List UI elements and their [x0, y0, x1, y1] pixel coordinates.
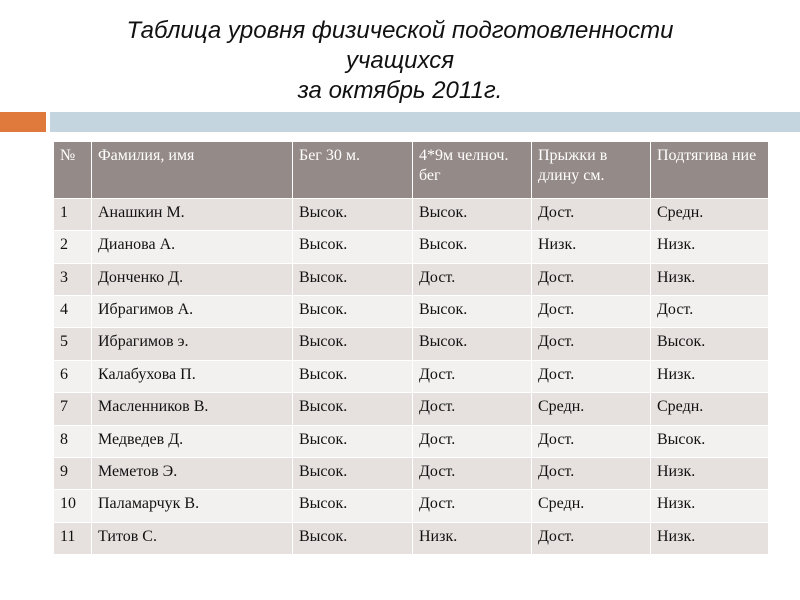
cell-name: Анашкин М.	[92, 199, 293, 231]
header-run-30m: Бег 30 м.	[293, 142, 413, 199]
title-line-1: Таблица уровня физической подготовленности	[126, 17, 674, 44]
accent-bar	[50, 112, 800, 132]
cell-number: 5	[54, 328, 92, 360]
cell-name: Паламарчук В.	[92, 490, 293, 522]
cell-pull-ups: Дост.	[651, 296, 769, 328]
cell-number: 9	[54, 457, 92, 489]
cell-shuttle-run: Высок.	[413, 231, 532, 263]
cell-long-jump: Дост.	[532, 296, 651, 328]
fitness-table-container	[53, 141, 768, 555]
header-number: №	[54, 142, 92, 199]
cell-number: 7	[54, 393, 92, 425]
cell-long-jump: Средн.	[532, 393, 651, 425]
cell-run-30m: Высок.	[293, 263, 413, 295]
cell-name: Масленников В.	[92, 393, 293, 425]
cell-long-jump: Дост.	[532, 263, 651, 295]
cell-shuttle-run: Дост.	[413, 425, 532, 457]
header-name: Фамилия, имя	[92, 142, 293, 199]
cell-name: Ибрагимов э.	[92, 328, 293, 360]
cell-long-jump: Дост.	[532, 360, 651, 392]
cell-number: 6	[54, 360, 92, 392]
cell-number: 11	[54, 522, 92, 554]
cell-long-jump: Дост.	[532, 522, 651, 554]
cell-shuttle-run: Низк.	[413, 522, 532, 554]
table-row	[54, 231, 769, 263]
page-title	[60, 16, 740, 106]
cell-run-30m: Высок.	[293, 360, 413, 392]
cell-number: 8	[54, 425, 92, 457]
cell-shuttle-run: Высок.	[413, 199, 532, 231]
cell-name: Дианова А.	[92, 231, 293, 263]
cell-pull-ups: Высок.	[651, 425, 769, 457]
table-row	[54, 360, 769, 392]
cell-long-jump: Низк.	[532, 231, 651, 263]
cell-shuttle-run: Дост.	[413, 393, 532, 425]
cell-long-jump: Дост.	[532, 425, 651, 457]
accent-square	[0, 112, 46, 132]
table-row	[54, 393, 769, 425]
cell-pull-ups: Средн.	[651, 199, 769, 231]
cell-name: Калабухова П.	[92, 360, 293, 392]
cell-pull-ups: Низк.	[651, 263, 769, 295]
title-line-2: учащихся	[345, 47, 455, 74]
cell-pull-ups: Низк.	[651, 490, 769, 522]
cell-pull-ups: Низк.	[651, 231, 769, 263]
cell-long-jump: Дост.	[532, 457, 651, 489]
cell-number: 4	[54, 296, 92, 328]
cell-number: 10	[54, 490, 92, 522]
table-row	[54, 263, 769, 295]
cell-name: Меметов Э.	[92, 457, 293, 489]
header-pull-ups: Подтягива ние	[651, 142, 769, 199]
cell-pull-ups: Средн.	[651, 393, 769, 425]
table-row	[54, 425, 769, 457]
cell-name: Медведев Д.	[92, 425, 293, 457]
cell-shuttle-run: Дост.	[413, 457, 532, 489]
cell-shuttle-run: Дост.	[413, 263, 532, 295]
cell-long-jump: Средн.	[532, 490, 651, 522]
cell-name: Ибрагимов А.	[92, 296, 293, 328]
title-line-3: за октябрь 2011г.	[297, 77, 503, 104]
cell-long-jump: Дост.	[532, 199, 651, 231]
cell-run-30m: Высок.	[293, 425, 413, 457]
cell-shuttle-run: Высок.	[413, 296, 532, 328]
table-row	[54, 457, 769, 489]
table-row	[54, 522, 769, 554]
table-row	[54, 199, 769, 231]
cell-run-30m: Высок.	[293, 328, 413, 360]
cell-shuttle-run: Дост.	[413, 360, 532, 392]
cell-number: 1	[54, 199, 92, 231]
cell-pull-ups: Низк.	[651, 360, 769, 392]
cell-run-30m: Высок.	[293, 393, 413, 425]
cell-pull-ups: Высок.	[651, 328, 769, 360]
cell-run-30m: Высок.	[293, 457, 413, 489]
cell-run-30m: Высок.	[293, 490, 413, 522]
cell-name: Донченко Д.	[92, 263, 293, 295]
cell-pull-ups: Низк.	[651, 457, 769, 489]
table-header-row	[54, 142, 769, 199]
cell-pull-ups: Низк.	[651, 522, 769, 554]
cell-run-30m: Высок.	[293, 199, 413, 231]
header-long-jump: Прыжки в длину см.	[532, 142, 651, 199]
cell-run-30m: Высок.	[293, 231, 413, 263]
cell-number: 3	[54, 263, 92, 295]
cell-shuttle-run: Высок.	[413, 328, 532, 360]
cell-name: Титов С.	[92, 522, 293, 554]
table-row	[54, 296, 769, 328]
cell-run-30m: Высок.	[293, 296, 413, 328]
cell-run-30m: Высок.	[293, 522, 413, 554]
cell-shuttle-run: Дост.	[413, 490, 532, 522]
fitness-table	[53, 141, 769, 555]
header-shuttle-run: 4*9м челноч. бег	[413, 142, 532, 199]
cell-long-jump: Дост.	[532, 328, 651, 360]
cell-number: 2	[54, 231, 92, 263]
table-row	[54, 328, 769, 360]
table-row	[54, 490, 769, 522]
